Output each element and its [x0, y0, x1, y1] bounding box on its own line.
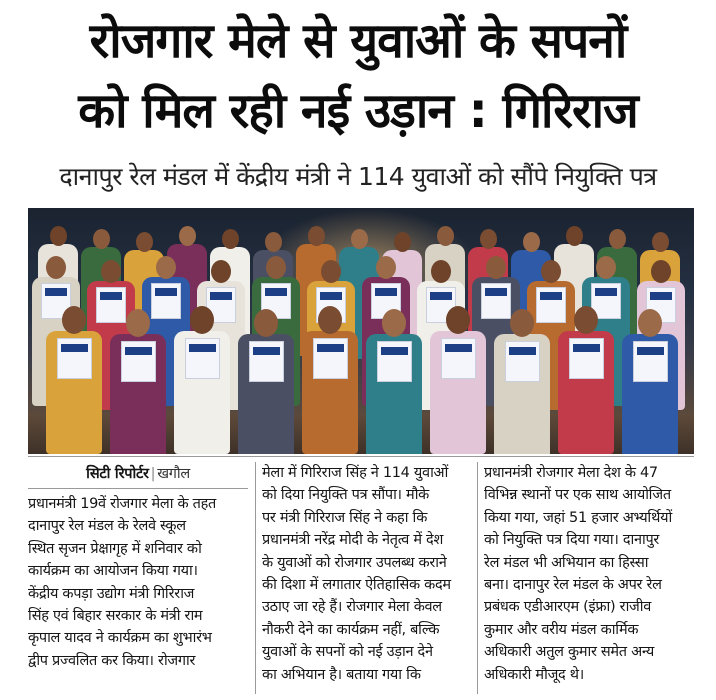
- person-figure: [238, 309, 294, 454]
- article-line: प्रधानमंत्री 19वें रोजगार मेला के तहत: [28, 496, 216, 512]
- article-line: सिंह एवं बिहार सरकार के मंत्री राम: [28, 608, 203, 625]
- article-line: विभिन्न स्थानों पर एक साथ आयोजित: [484, 487, 671, 504]
- appointment-letter: [249, 341, 284, 382]
- appointment-letter: [633, 341, 668, 382]
- appointment-letter: [313, 338, 348, 379]
- appointment-letter: [57, 338, 92, 379]
- person-figure: [494, 309, 550, 454]
- person-figure: [302, 306, 358, 454]
- appointment-letter: [121, 341, 156, 382]
- byline-reporter: सिटी रिपोर्टर: [86, 466, 149, 482]
- article-column-3: [484, 462, 696, 686]
- article-line: बना। दानापुर रेल मंडल के अपर रेल: [484, 577, 662, 594]
- article-line: प्रधानमंत्री नरेंद्र मोदी के नेतृत्व में देश: [262, 532, 443, 549]
- headline-line-2: को मिल रही नई उड़ान : गिरिराज: [78, 83, 638, 139]
- byline-place: खगौल: [157, 466, 190, 482]
- column-divider-1: [255, 462, 256, 694]
- article-line: कृपाल यादव ने कार्यक्रम का शुभारंभ: [28, 630, 212, 647]
- appointment-letter: [185, 338, 220, 379]
- appointment-letter: [441, 338, 476, 379]
- article-line: कार्यक्रम का आयोजन किया गया।: [28, 563, 198, 580]
- article-line: नौकरी देने का कार्यक्रम नहीं, बल्कि: [262, 621, 440, 638]
- article-line: अधिकारी मौजूद थे।: [484, 666, 584, 683]
- article-line: पर मंत्री गिरिराज सिंह ने कहा कि: [262, 509, 428, 526]
- person-figure: [46, 306, 102, 454]
- byline-separator: |: [150, 466, 156, 482]
- subheadline: दानापुर रेल मंडल में केंद्रीय मंत्री ने 114 युवाओं को सौंपे नियुक्ति पत्र: [59, 162, 657, 191]
- appointment-letter: [505, 341, 540, 382]
- person-figure: [366, 309, 422, 454]
- article-line: मेला में गिरिराज सिंह ने 114 युवाओं: [262, 465, 449, 481]
- article-line: द्वीप प्रज्वलित कर किया। रोजगार: [28, 652, 196, 669]
- person-figure: [110, 309, 166, 454]
- article-line: के युवाओं को रोजगार उपलब्ध कराने: [262, 554, 447, 571]
- person-figure: [558, 306, 614, 454]
- column-3-lines: [484, 462, 696, 686]
- headline-line-1: रोजगार मेले से युवाओं के सपनों: [89, 13, 627, 69]
- person-figure: [174, 306, 230, 454]
- column-divider-2: [477, 462, 478, 694]
- article-line: कुमार और वरीय मंडल कार्मिक: [484, 621, 639, 638]
- news-photo: [28, 208, 694, 454]
- article-line: रेल मंडल भी अभियान का हिस्सा: [484, 554, 649, 571]
- appointment-letter: [569, 338, 604, 379]
- column-top-rule: [28, 456, 694, 457]
- article-line: उठाए जा रहे हैं। रोजगार मेला केवल: [262, 599, 442, 616]
- article-line: किया गया, जहां 51 हजार अभ्यर्थियों: [484, 509, 672, 526]
- article-line: अधिकारी अतुल कुमार समेत अन्य: [484, 644, 654, 661]
- article-line: केंद्रीय कपड़ा उद्योग मंत्री गिरिराज: [28, 585, 195, 602]
- article-line: का अभियान है। बताया गया कि: [262, 666, 421, 683]
- column-2-lines: [262, 462, 470, 686]
- article-line: युवाओं के सपनों को नई उड़ान देने: [262, 644, 433, 661]
- appointment-letter: [377, 341, 412, 382]
- article-column-1: [28, 462, 248, 672]
- article-line: प्रबंधक एडीआरएम (इंफ्रा) राजीव: [484, 599, 652, 616]
- person-figure: [430, 306, 486, 454]
- article-line: स्थित सृजन प्रेक्षागृह में शनिवार को: [28, 540, 202, 557]
- article-line: को नियुक्ति पत्र दिया गया। दानापुर: [484, 532, 660, 549]
- article-line: प्रधानमंत्री रोजगार मेला देश के 47: [484, 465, 658, 481]
- person-figure: [622, 309, 678, 454]
- article-line: को दिया नियुक्ति पत्र सौंपा। मौके: [262, 487, 430, 504]
- article-line: दानापुर रेल मंडल के रेलवे स्कूल: [28, 518, 186, 535]
- article-column-2: [262, 462, 470, 686]
- byline: [28, 462, 248, 489]
- article-line: की दिशा में लगातार ऐतिहासिक कदम: [262, 577, 451, 594]
- column-1-lines: [28, 493, 248, 672]
